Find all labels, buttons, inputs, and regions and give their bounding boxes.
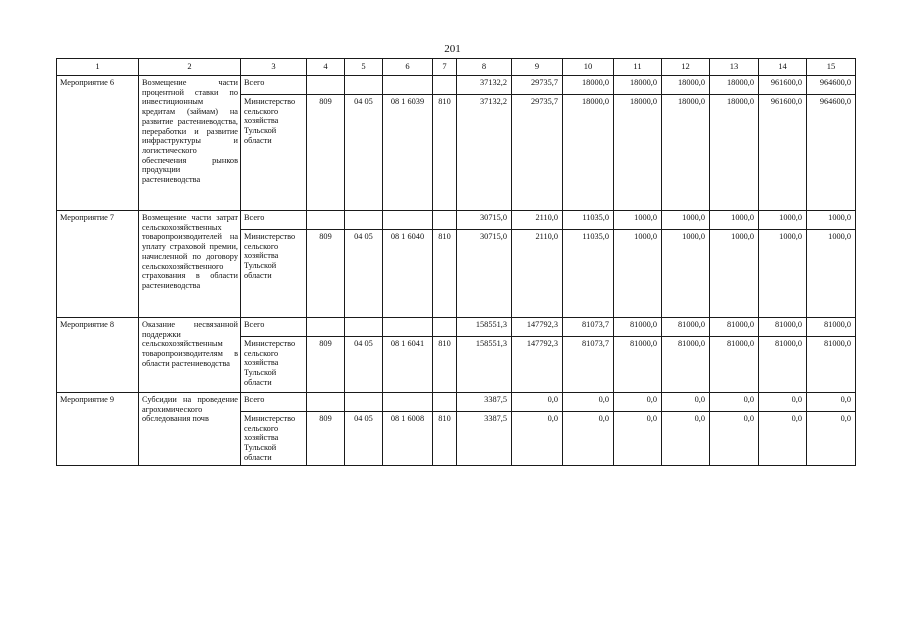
amount-cell: 961600,0	[759, 95, 807, 211]
header-cell: 12	[662, 59, 710, 76]
amount-cell: 0,0	[662, 393, 710, 412]
amount-cell: 0,0	[614, 393, 662, 412]
amount-cell: 11035,0	[563, 211, 614, 230]
kbk-target-code: 08 1 6041	[383, 337, 433, 393]
header-cell: 9	[512, 59, 563, 76]
header-cell: 2	[139, 59, 241, 76]
kbk-section-code	[345, 393, 383, 412]
responsible-org: Министерство сельского хозяйства Тульской области	[241, 337, 307, 393]
header-cell: 11	[614, 59, 662, 76]
header-row	[57, 59, 856, 76]
amount-cell: 1000,0	[807, 230, 856, 318]
measure-name: Мероприятие 6	[57, 76, 139, 211]
kbk-expense-type	[433, 318, 457, 337]
amount-cell: 961600,0	[759, 76, 807, 95]
measure-total-row	[57, 393, 856, 412]
amount-cell: 1000,0	[662, 230, 710, 318]
amount-cell: 0,0	[512, 393, 563, 412]
amount-cell: 147792,3	[512, 318, 563, 337]
amount-cell: 0,0	[563, 393, 614, 412]
amount-cell: 0,0	[759, 393, 807, 412]
total-label: Всего	[241, 211, 307, 230]
kbk-target-code	[383, 318, 433, 337]
page-number: 201	[444, 43, 461, 55]
kbk-ministry-code	[307, 211, 345, 230]
measure-name: Мероприятие 8	[57, 318, 139, 393]
amount-cell: 81073,7	[563, 318, 614, 337]
amount-cell: 147792,3	[512, 337, 563, 393]
amount-cell: 3387,5	[457, 412, 512, 466]
amount-cell: 37132,2	[457, 95, 512, 211]
measure-name: Мероприятие 9	[57, 393, 139, 466]
kbk-target-code: 08 1 6040	[383, 230, 433, 318]
amount-cell: 81000,0	[710, 337, 759, 393]
amount-cell: 81000,0	[614, 337, 662, 393]
kbk-section-code: 04 05	[345, 95, 383, 211]
amount-cell: 158551,3	[457, 318, 512, 337]
amount-cell: 30715,0	[457, 211, 512, 230]
header-cell: 4	[307, 59, 345, 76]
amount-cell: 18000,0	[662, 95, 710, 211]
kbk-target-code	[383, 76, 433, 95]
amount-cell: 81000,0	[662, 337, 710, 393]
amount-cell: 1000,0	[662, 211, 710, 230]
amount-cell: 30715,0	[457, 230, 512, 318]
amount-cell: 3387,5	[457, 393, 512, 412]
amount-cell: 1000,0	[710, 230, 759, 318]
amount-cell: 2110,0	[512, 230, 563, 318]
amount-cell: 29735,7	[512, 76, 563, 95]
amount-cell: 18000,0	[710, 76, 759, 95]
amount-cell: 1000,0	[759, 211, 807, 230]
measure-total-row	[57, 76, 856, 95]
amount-cell: 81073,7	[563, 337, 614, 393]
amount-cell: 0,0	[807, 393, 856, 412]
kbk-ministry-code: 809	[307, 412, 345, 466]
header-cell: 13	[710, 59, 759, 76]
kbk-section-code	[345, 76, 383, 95]
responsible-org: Министерство сельского хозяйства Тульской области	[241, 95, 307, 211]
amount-cell: 18000,0	[563, 95, 614, 211]
total-label: Всего	[241, 393, 307, 412]
amount-cell: 0,0	[710, 412, 759, 466]
responsible-org: Министерство сельского хозяйства Тульской области	[241, 230, 307, 318]
measure-name: Мероприятие 7	[57, 211, 139, 318]
amount-cell: 37132,2	[457, 76, 512, 95]
header-cell: 15	[807, 59, 856, 76]
header-cell: 5	[345, 59, 383, 76]
amount-cell: 0,0	[759, 412, 807, 466]
kbk-expense-type: 810	[433, 230, 457, 318]
amount-cell: 0,0	[662, 412, 710, 466]
measure-description: Возмещение части затрат сельскохозяйственных товаропроизводителей на уплату страховой премии, начисленной по договору сельскохозяйственного страхования в области растениеводства	[139, 211, 241, 318]
amount-cell: 18000,0	[710, 95, 759, 211]
amount-cell: 18000,0	[614, 95, 662, 211]
kbk-target-code: 08 1 6008	[383, 412, 433, 466]
amount-cell: 81000,0	[614, 318, 662, 337]
amount-cell: 964600,0	[807, 95, 856, 211]
amount-cell: 1000,0	[614, 230, 662, 318]
total-label: Всего	[241, 76, 307, 95]
amount-cell: 0,0	[563, 412, 614, 466]
kbk-section-code	[345, 318, 383, 337]
amount-cell: 18000,0	[614, 76, 662, 95]
total-label: Всего	[241, 318, 307, 337]
kbk-expense-type: 810	[433, 337, 457, 393]
amount-cell: 0,0	[614, 412, 662, 466]
header-cell: 8	[457, 59, 512, 76]
amount-cell: 0,0	[710, 393, 759, 412]
amount-cell: 81000,0	[759, 337, 807, 393]
kbk-expense-type	[433, 76, 457, 95]
kbk-expense-type: 810	[433, 95, 457, 211]
kbk-ministry-code: 809	[307, 337, 345, 393]
amount-cell: 1000,0	[710, 211, 759, 230]
header-cell: 10	[563, 59, 614, 76]
measure-description: Оказание несвязанной поддержки сельскохозяйственным товаропроизводителям в области растениеводства	[139, 318, 241, 393]
kbk-target-code	[383, 211, 433, 230]
header-cell: 14	[759, 59, 807, 76]
kbk-section-code: 04 05	[345, 337, 383, 393]
budget-table	[56, 58, 856, 466]
header-cell: 1	[57, 59, 139, 76]
amount-cell: 1000,0	[807, 211, 856, 230]
kbk-target-code	[383, 393, 433, 412]
kbk-target-code: 08 1 6039	[383, 95, 433, 211]
amount-cell: 0,0	[807, 412, 856, 466]
kbk-ministry-code	[307, 393, 345, 412]
amount-cell: 81000,0	[807, 318, 856, 337]
amount-cell: 18000,0	[563, 76, 614, 95]
measure-total-row	[57, 318, 856, 337]
header-cell: 3	[241, 59, 307, 76]
amount-cell: 81000,0	[807, 337, 856, 393]
kbk-ministry-code: 809	[307, 95, 345, 211]
kbk-expense-type: 810	[433, 412, 457, 466]
responsible-org: Министерство сельского хозяйства Тульской области	[241, 412, 307, 466]
amount-cell: 1000,0	[759, 230, 807, 318]
amount-cell: 81000,0	[759, 318, 807, 337]
header-cell: 6	[383, 59, 433, 76]
measure-total-row	[57, 211, 856, 230]
amount-cell: 964600,0	[807, 76, 856, 95]
kbk-expense-type	[433, 211, 457, 230]
kbk-ministry-code	[307, 318, 345, 337]
amount-cell: 18000,0	[662, 76, 710, 95]
measure-description: Субсидии на проведение агрохимического обследования почв	[139, 393, 241, 466]
kbk-section-code	[345, 211, 383, 230]
amount-cell: 29735,7	[512, 95, 563, 211]
amount-cell: 158551,3	[457, 337, 512, 393]
kbk-section-code: 04 05	[345, 230, 383, 318]
kbk-ministry-code: 809	[307, 230, 345, 318]
amount-cell: 81000,0	[710, 318, 759, 337]
header-cell: 7	[433, 59, 457, 76]
kbk-ministry-code	[307, 76, 345, 95]
amount-cell: 81000,0	[662, 318, 710, 337]
measure-description: Возмещение части процентной ставки по инвестиционным кредитам (займам) на развитие растениеводства, переработки и развитие инфраструктуры и логистического обеспечения рынков продукции растениеводства	[139, 76, 241, 211]
amount-cell: 2110,0	[512, 211, 563, 230]
amount-cell: 0,0	[512, 412, 563, 466]
kbk-expense-type	[433, 393, 457, 412]
kbk-section-code: 04 05	[345, 412, 383, 466]
amount-cell: 1000,0	[614, 211, 662, 230]
amount-cell: 11035,0	[563, 230, 614, 318]
